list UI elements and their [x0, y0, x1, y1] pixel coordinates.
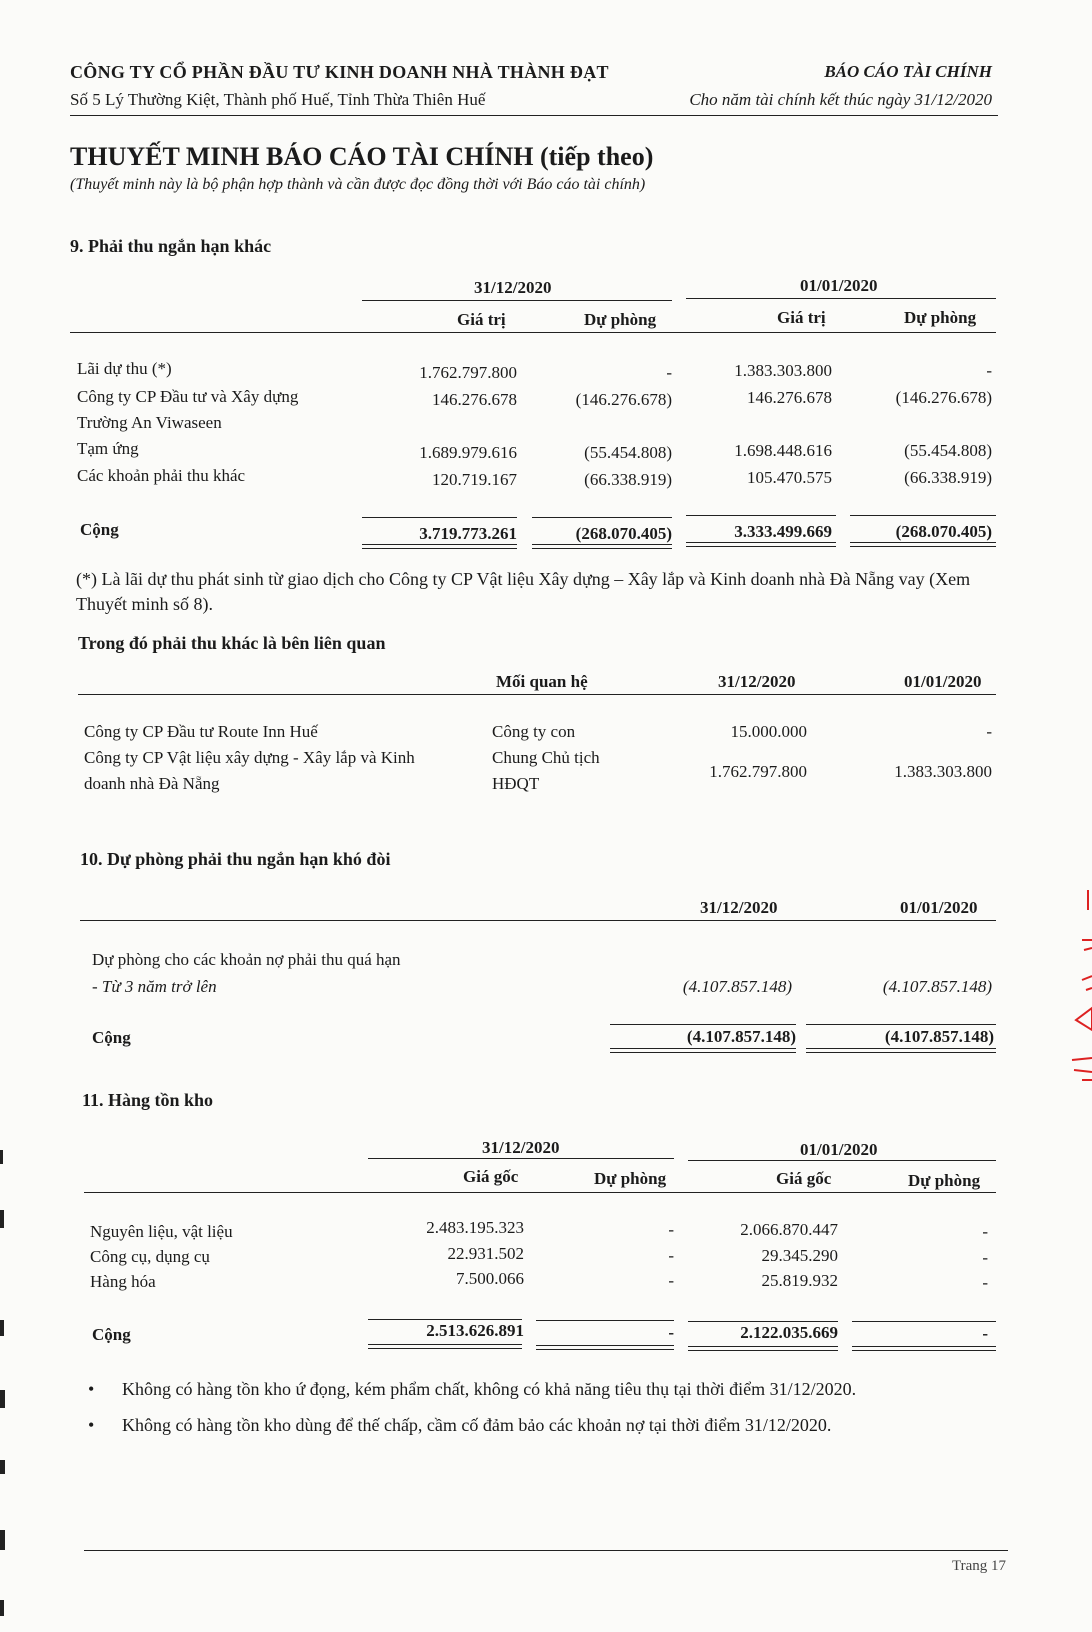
s11-row-label: Hàng hóa — [90, 1272, 156, 1291]
s9-col-value-2: Giá trị — [777, 308, 826, 327]
s9-row-prov-2: (55.454.808) — [904, 441, 992, 460]
related-row-name: Công ty CP Đầu tư Route Inn Huế — [84, 722, 318, 741]
s10-total-double-rule — [610, 1048, 796, 1053]
s9-row-label: Các khoản phải thu khác — [77, 466, 246, 485]
s9-total-value-1: 3.719.773.261 — [419, 524, 517, 543]
s10-sub-label: - Từ 3 năm trở lên — [92, 977, 217, 996]
s11-header-rule — [84, 1192, 996, 1193]
s9-row-prov-2: (146.276.678) — [895, 388, 992, 407]
s9-col-value-1: Giá trị — [457, 310, 506, 329]
page-subtitle: (Thuyết minh này là bộ phận hợp thành và cần được đọc đồng thời với Báo cáo tài chính) — [70, 176, 646, 193]
s11-total-prov-1: - — [668, 1323, 674, 1342]
binder-marks — [0, 1150, 10, 1630]
s11-period-1: 31/12/2020 — [482, 1138, 560, 1157]
bullet-dot-icon: • — [88, 1379, 95, 1399]
s9-row-prov-2: (66.338.919) — [904, 468, 992, 487]
s11-row-cost-1: 7.500.066 — [456, 1269, 524, 1288]
s10-total-double-rule — [806, 1048, 996, 1053]
s11-period-2-rule — [688, 1160, 996, 1161]
s10-total-top-rule — [806, 1024, 996, 1025]
s9-row-value-2: 146.276.678 — [747, 388, 832, 407]
s10-total-2: (4.107.857.148) — [884, 1027, 994, 1046]
related-col-date-2: 01/01/2020 — [904, 672, 982, 691]
s9-footnote: (*) Là lãi dự thu phát sinh từ giao dịch cho Công ty CP Vật liệu Xây dựng – Xây lắp và Kinh doanh nhà Đà Nẵng vay (Xem Thuyết minh số 8). — [76, 569, 971, 614]
report-period: Cho năm tài chính kết thúc ngày 31/12/2020 — [689, 90, 992, 109]
s9-row-label: Tạm ứng — [77, 439, 139, 458]
bullet-dot-icon: • — [88, 1415, 95, 1435]
s11-row-label: Công cụ, dụng cụ — [90, 1247, 210, 1266]
s9-row-label: Công ty CP Đầu tư và Xây dựng — [77, 387, 299, 406]
s9-period-1-rule — [362, 300, 672, 301]
footer-rule — [84, 1550, 1008, 1551]
s9-total-value-2: 3.333.499.669 — [734, 522, 832, 541]
s9-header-rule — [70, 332, 996, 333]
header-rule — [70, 115, 998, 116]
s9-row-value-2: 1.383.303.800 — [734, 361, 832, 380]
related-row-relation: Công ty con — [492, 722, 576, 741]
section-10-heading: 10. Dự phòng phải thu ngắn hạn khó đòi — [80, 849, 391, 869]
s10-row-label: Dự phòng cho các khoản nợ phải thu quá hạn — [92, 950, 401, 969]
s9-total-top-rule — [686, 515, 836, 516]
s11-row-prov-2: - — [982, 1273, 988, 1292]
related-heading: Trong đó phải thu khác là bên liên quan — [78, 633, 386, 653]
s9-total-prov-1: (268.070.405) — [575, 524, 672, 543]
s9-row-label-cont: Trường An Viwaseen — [77, 413, 222, 432]
s11-total-prov-2: - — [982, 1324, 988, 1343]
s11-row-label: Nguyên liệu, vật liệu — [90, 1222, 233, 1241]
s9-total-double-rule — [686, 542, 836, 547]
s11-total-double-rule — [688, 1346, 838, 1351]
s9-row-prov-1: (146.276.678) — [575, 390, 672, 409]
s10-total-label: Cộng — [92, 1028, 131, 1047]
s9-total-top-rule — [532, 517, 672, 518]
s9-total-top-rule — [850, 515, 996, 516]
red-stamp-fragment — [1052, 880, 1092, 1090]
s11-period-2: 01/01/2020 — [800, 1140, 878, 1159]
s10-total-top-rule — [610, 1024, 796, 1025]
s11-row-cost-1: 22.931.502 — [447, 1244, 524, 1263]
s9-col-prov-1: Dự phòng — [584, 310, 657, 329]
section-11-heading: 11. Hàng tồn kho — [82, 1090, 214, 1110]
s9-col-prov-2: Dự phòng — [904, 308, 977, 327]
s11-total-top-rule — [536, 1320, 674, 1321]
s9-period-2: 01/01/2020 — [800, 276, 878, 295]
related-row-value-2: 1.383.303.800 — [894, 762, 992, 781]
related-col-relation: Mối quan hệ — [496, 672, 588, 691]
related-row-name-cont: doanh nhà Đà Nẵng — [84, 774, 220, 793]
s11-total-top-rule — [688, 1321, 838, 1322]
s11-row-cost-1: 2.483.195.323 — [426, 1218, 524, 1237]
s11-row-prov-1: - — [668, 1246, 674, 1265]
s9-total-double-rule — [850, 542, 996, 547]
s9-row-value-1: 1.689.979.616 — [419, 443, 517, 462]
s11-total-double-rule — [368, 1344, 522, 1349]
s9-row-prov-2: - — [986, 361, 992, 380]
s11-row-cost-2: 25.819.932 — [761, 1271, 838, 1290]
s10-value-1: (4.107.857.148) — [682, 977, 792, 996]
s10-total-1: (4.107.857.148) — [686, 1027, 796, 1046]
s9-row-label: Lãi dự thu (*) — [77, 359, 172, 378]
related-row-value-1: 15.000.000 — [730, 722, 807, 741]
related-row-value-2: - — [986, 722, 992, 741]
s9-row-value-1: 1.762.797.800 — [419, 363, 517, 382]
s11-row-prov-1: - — [668, 1271, 674, 1290]
s11-bullet-2: Không có hàng tồn kho dùng để thế chấp, cầm cố đảm bảo các khoản nợ tại thời điểm 31/12/2020. — [122, 1415, 832, 1435]
report-name: BÁO CÁO TÀI CHÍNH — [824, 62, 992, 81]
s11-total-double-rule — [852, 1346, 996, 1351]
s11-bullet-1: Không có hàng tồn kho ứ đọng, kém phẩm chất, không có khả năng tiêu thụ tại thời điểm 31/12/2020. — [122, 1379, 857, 1399]
s9-row-prov-1: (66.338.919) — [584, 470, 672, 489]
s9-period-2-rule — [686, 298, 996, 299]
s10-col-date-2: 01/01/2020 — [900, 898, 978, 917]
s11-total-double-rule — [536, 1345, 674, 1350]
s9-total-prov-2: (268.070.405) — [895, 522, 992, 541]
s11-col-prov-1: Dự phòng — [594, 1169, 667, 1188]
related-col-date-1: 31/12/2020 — [718, 672, 796, 691]
s11-total-cost-1: 2.513.626.891 — [426, 1321, 524, 1340]
related-row-name: Công ty CP Vật liệu xây dựng - Xây lắp và Kinh — [84, 748, 415, 767]
s11-row-prov-1: - — [668, 1220, 674, 1239]
related-row-relation: Chung Chủ tịch — [492, 748, 600, 767]
s11-total-top-rule — [852, 1321, 996, 1322]
related-header-rule — [78, 694, 996, 695]
s11-col-prov-2: Dự phòng — [908, 1171, 981, 1190]
company-address: Số 5 Lý Thường Kiệt, Thành phố Huế, Tỉnh Thừa Thiên Huế — [70, 90, 486, 109]
s11-total-cost-2: 2.122.035.669 — [740, 1323, 838, 1342]
s9-row-value-1: 120.719.167 — [432, 470, 517, 489]
s9-total-top-rule — [362, 517, 517, 518]
s11-period-1-rule — [368, 1158, 674, 1159]
s11-total-label: Cộng — [92, 1325, 131, 1344]
page-number: Trang 17 — [951, 1558, 1006, 1574]
s9-total-double-rule — [532, 544, 672, 549]
s9-row-value-2: 1.698.448.616 — [734, 441, 832, 460]
s10-header-rule — [80, 920, 996, 921]
s11-row-prov-2: - — [982, 1248, 988, 1267]
s9-period-1: 31/12/2020 — [474, 278, 552, 297]
s11-col-cost-2: Giá gốc — [776, 1169, 832, 1188]
s10-col-date-1: 31/12/2020 — [700, 898, 778, 917]
company-name: CÔNG TY CỔ PHẦN ĐẦU TƯ KINH DOANH NHÀ THÀNH ĐẠT — [70, 62, 609, 82]
s9-row-value-1: 146.276.678 — [432, 390, 517, 409]
s11-row-cost-2: 2.066.870.447 — [740, 1220, 838, 1239]
s9-total-double-rule — [362, 544, 517, 549]
s9-row-value-2: 105.470.575 — [747, 468, 832, 487]
s11-row-prov-2: - — [982, 1222, 988, 1241]
related-row-relation-cont: HĐQT — [492, 774, 540, 793]
s9-total-label: Cộng — [80, 520, 119, 539]
s11-row-cost-2: 29.345.290 — [761, 1246, 838, 1265]
related-row-value-1: 1.762.797.800 — [709, 762, 807, 781]
s10-value-2: (4.107.857.148) — [882, 977, 992, 996]
page-title: THUYẾT MINH BÁO CÁO TÀI CHÍNH (tiếp theo) — [70, 142, 654, 171]
s9-row-prov-1: (55.454.808) — [584, 443, 672, 462]
s9-row-prov-1: - — [666, 363, 672, 382]
section-9-heading: 9. Phải thu ngắn hạn khác — [70, 236, 272, 256]
s11-total-top-rule — [368, 1319, 522, 1320]
s11-col-cost-1: Giá gốc — [463, 1167, 519, 1186]
